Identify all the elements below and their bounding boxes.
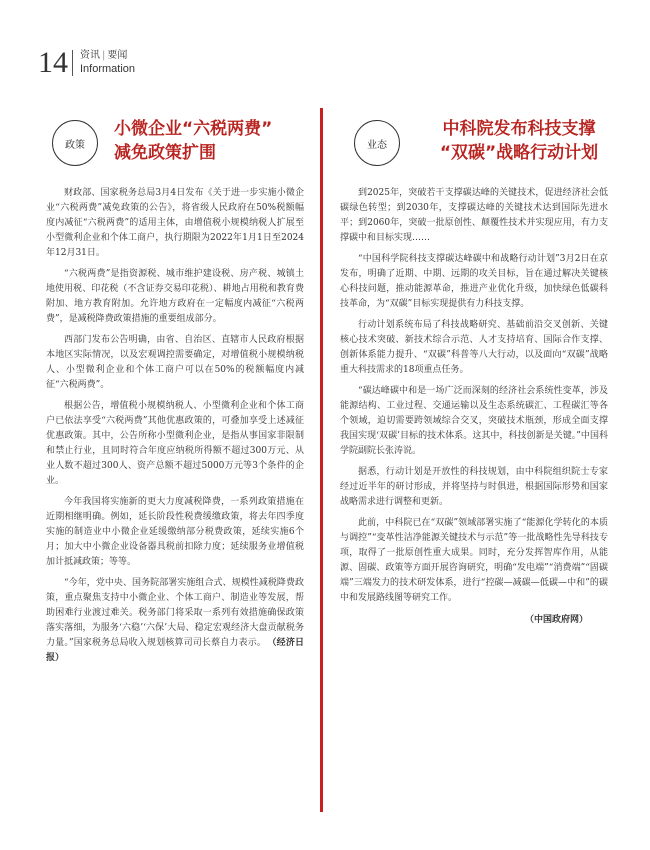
left-article-title <box>114 117 314 165</box>
industry-tag: 业态 <box>354 120 400 166</box>
paragraph: “中国科学院科技支撑碳达峰碳中和战略行动计划”3月2日在京发布，明确了近期、中期、远期的攻关目标，旨在通过解决关键核心科技问题，推动能源革命，推进产业优化升级，加快绿色低碳科技革命，为“双碳”目标实现提供有力科技支撑。 <box>340 254 608 309</box>
page-number: 14 <box>38 46 68 79</box>
right-article <box>340 108 608 625</box>
left-title-block <box>46 108 304 180</box>
header-divider <box>72 50 73 76</box>
paragraph: 此前，中科院已在“双碳”领域部署实施了“能源化学转化的本质与调控”“变革性洁净能源关键技术与示范”等一批战略性先导科技专项，取得了一批原创性重大成果。同时，充分发挥智库作用，从能源、固碳、政策等方面开展咨询研究，明确“发电端”“消费端”“固碳端”三端发力的技术研发体系，进行“控碳—减碳—低碳—中和”的碳中和发展路线图等研究工作。 <box>340 518 608 603</box>
right-article-title <box>426 117 612 165</box>
paragraph: 财政部、国家税务总局3月4日发布《关于进一步实施小微企业“六税两费”减免政策的公告》，将省级人民政府在50%税额幅度内减征“六税两费”的适用主体，由增值税小规模纳税人扩展至小型微利企业和个体工商户，执行期限为2022年1月1日至2024年12月31日。 <box>46 188 304 258</box>
paragraph: 根据公告，增值税小规模纳税人、小型微利企业和个体工商户已依法享受“六税两费”其他优惠政策的，可叠加享受上述减征优惠政策。其中，公告所称小型微利企业，是指从事国家非限制和禁止行业，且同时符合年度应纳税所得额不超过300万元、从业人数不超过300人、资产总额不超过5000万元等3个条件的企业。 <box>46 401 304 486</box>
section-english: Information <box>80 63 136 75</box>
right-article-body <box>340 186 608 625</box>
left-article-source: （经济日报） <box>46 638 304 663</box>
paragraph: “六税两费”是指资源税、城市维护建设税、房产税、城镇土地使用税、印花税（不含证券交易印花税）、耕地占用税和教育费附加、地方教育附加。允许地方政府在一定幅度内减征“六税两费”，是减税降费政策措施的重要组成部分。 <box>46 269 304 324</box>
column-divider <box>320 108 323 812</box>
header-section <box>80 49 135 76</box>
right-title-line-1: 中科院发布科技支撑 <box>442 119 596 139</box>
left-article-body <box>46 186 304 666</box>
right-title-line-2: “双碳”战略行动计划 <box>439 143 599 163</box>
subsection-label: 要闻 <box>107 50 128 61</box>
right-title-block <box>340 108 608 180</box>
paragraph: 西部门发布公告明确，由省、自治区、直辖市人民政府根据本地区实际情况，以及宏观调控需要确定，对增值税小规模纳税人、小型微利企业和个体工商户可以在50%的税额幅度内减征“六税两费”。 <box>46 335 304 390</box>
left-title-line-1: 小微企业“六税两费” <box>114 119 273 139</box>
right-article-source: （中国政府网） <box>524 615 588 625</box>
left-article <box>46 108 304 672</box>
paragraph: 到2025年，突破若干支撑碳达峰的关键技术，促进经济社会低碳绿色转型；到2030年，支撑碳达峰的关键技术达到国际先进水平；到2060年，突破一批原创性、颠覆性技术并实现应用，有力支撑碳中和目标实现…… <box>340 188 608 243</box>
paragraph: 行动计划系统布局了科技战略研究、基础前沿交叉创新、关键核心技术突破、新技术综合示范、人才支持培育、国际合作支撑、创新体系能力提升、“双碳”科普等八大行动，以及面向“双碳”战略重大科技需求的18项重点任务。 <box>340 320 608 375</box>
paragraph: 据悉，行动计划是开放性的科技规划，由中科院组织院士专家经过近半年的研讨形成，并将坚持与时俱进，根据国际形势和国家战略需求进行调整和更新。 <box>340 467 608 507</box>
section-separator: | <box>102 50 106 61</box>
header-section-cn <box>80 49 135 62</box>
left-title-line-2: 减免政策扩围 <box>114 143 216 163</box>
paragraph-last: “今年，党中央、国务院部署实施组合式、规模性减税降费政策，重点聚焦支持中小微企业、个体工商户、制造业等发展，帮助困难行业渡过难关。税务部门将采取一系列有效措施确保政策落实落细，为服务‘六稳’‘六保’大局、稳定宏观经济大盘贡献税务力量。”国家税务总局收入规划核算司司长蔡自力表示。 （经济日报） <box>46 578 304 663</box>
policy-tag: 政策 <box>52 120 98 166</box>
paragraph: 今年我国将实施新的更大力度减税降费，一系列政策措施在近期相继明确。例如，延长阶段性税费缓缴政策，将去年四季度实施的制造业中小微企业延缓缴纳部分税费政策，延续实施6个月；加大中小微企业设备器具税前扣除力度；延续服务业增值税加计抵减政策；等等。 <box>46 497 304 567</box>
paragraph: “碳达峰碳中和是一场广泛而深刻的经济社会系统性变革，涉及能源结构、工业过程、交通运输以及生态系统碳汇、工程碳汇等各个领域，迫切需要跨领域综合交叉，突破技术瓶颈，形成全面支撑我国实现‘双碳’目标的技术体系。这其中，科技创新是关键。”中国科学院副院长张涛说。 <box>340 386 608 456</box>
section-label: 资讯 <box>80 50 100 61</box>
